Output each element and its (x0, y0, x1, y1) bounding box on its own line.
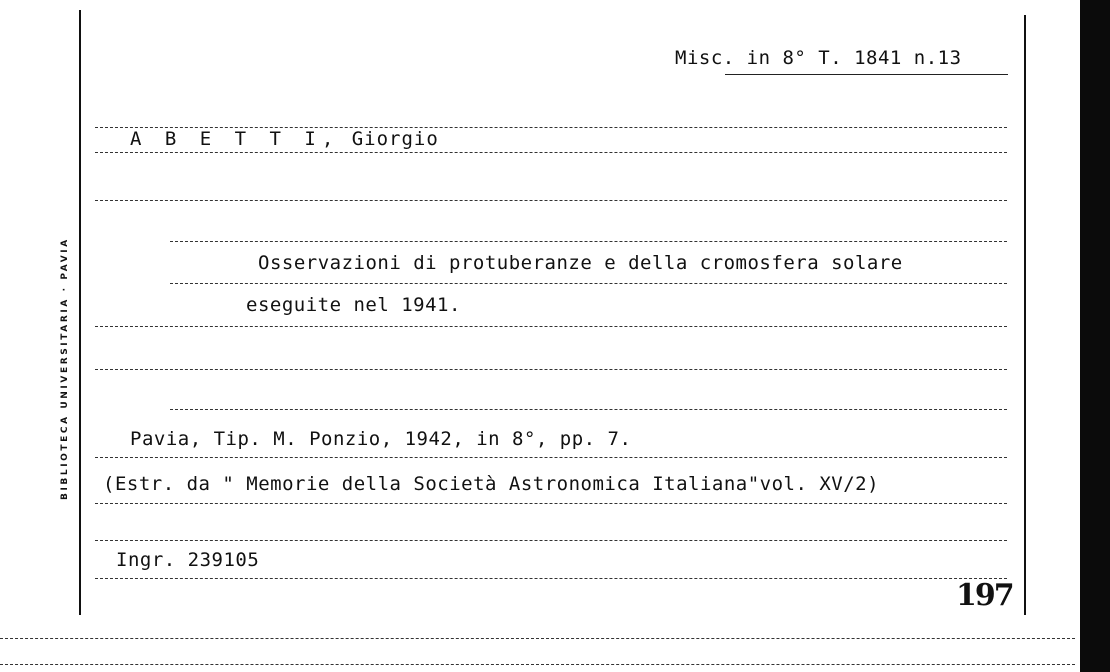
shelfmark: Misc. in 8° T. 1841 n.13 (675, 47, 962, 69)
rule-line (95, 503, 1007, 504)
rule-line (95, 540, 1007, 541)
rule-line (95, 369, 1007, 370)
extract-note: (Estr. da " Memorie della Società Astronomica Italiana"vol. XV/2) (103, 473, 880, 495)
rule-line (95, 326, 1007, 327)
rule-line (0, 638, 1075, 639)
author-forename: Giorgio (351, 128, 439, 150)
shelfmark-underline (725, 74, 1008, 75)
author-heading (130, 128, 439, 150)
rule-line (170, 283, 1007, 284)
rule-line (170, 409, 1007, 410)
rule-line (95, 457, 1007, 458)
author-surname: A B E T T I, (130, 128, 340, 150)
rule-line (0, 664, 1075, 665)
rule-line (95, 152, 1007, 153)
left-margin-rule (79, 10, 81, 615)
imprint: Pavia, Tip. M. Ponzio, 1942, in 8°, pp. 7. (130, 428, 632, 450)
rule-line (95, 200, 1007, 201)
accession-number: Ingr. 239105 (116, 549, 260, 571)
rule-line (95, 578, 1007, 579)
scan-border (1080, 0, 1110, 672)
title-line-1: Osservazioni di protuberanze e della cromosfera solare (258, 252, 903, 274)
right-margin-rule (1024, 15, 1026, 615)
title-line-2: eseguite nel 1941. (246, 294, 461, 316)
library-stamp: BIBLIOTECA UNIVERSITARIA · PAVIA (60, 237, 70, 500)
handwritten-mark: 197 (956, 578, 1013, 613)
rule-line (170, 241, 1007, 242)
